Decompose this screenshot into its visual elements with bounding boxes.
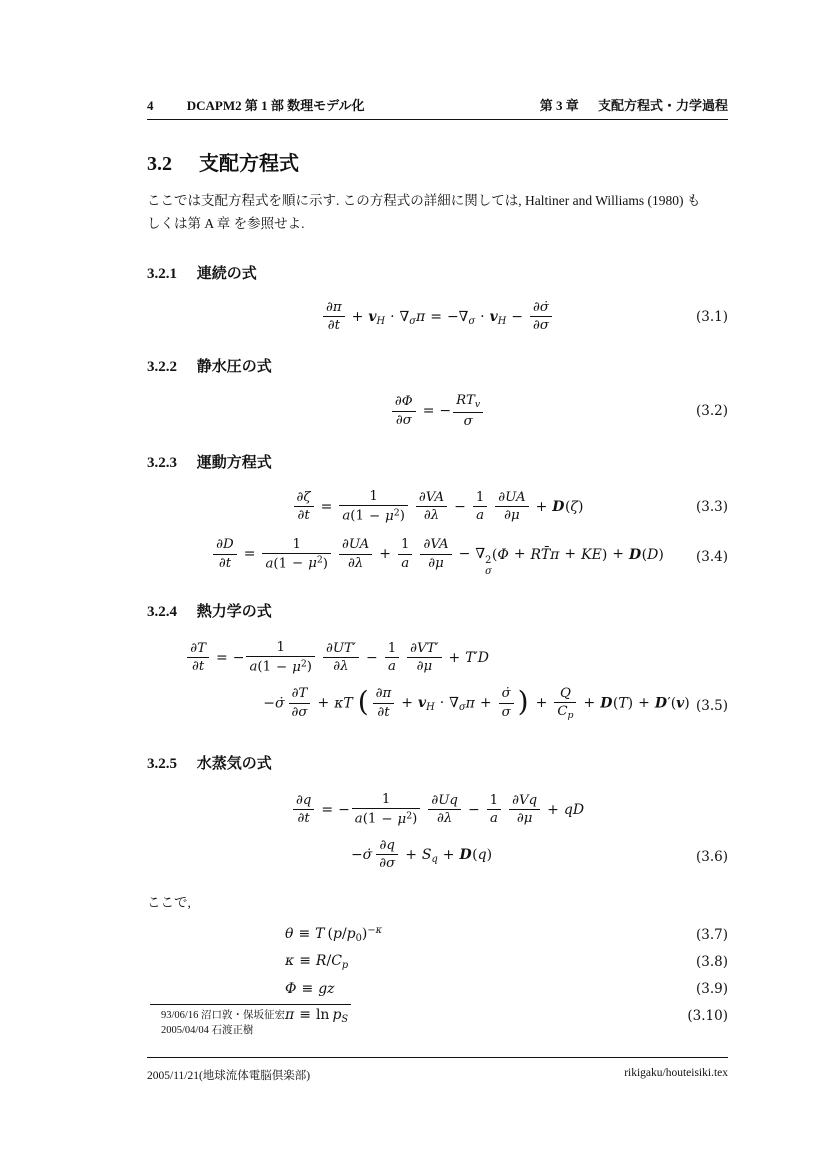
header-right xyxy=(540,95,728,114)
equation-body: $\kappa \equiv R/C_p$ xyxy=(285,952,349,971)
page-footer xyxy=(147,1057,728,1083)
definition-theta xyxy=(147,921,728,948)
subsection-heading-hydrostatic xyxy=(147,355,728,376)
equation-number: (3.7) xyxy=(695,926,728,943)
footnote-line: 2005/04/04 石渡正樹 xyxy=(161,1024,254,1036)
subsection-title: 水蒸気の式 xyxy=(196,755,272,773)
intro-line-1: ここでは支配方程式を順に示す. この方程式の詳細に関しては, Haltiner and Williams (1980) も xyxy=(147,193,701,208)
subsection-heading-water-vapor xyxy=(147,752,728,773)
header-chapter-title: 支配方程式・力学過程 xyxy=(597,98,728,113)
equation-number: (3.10) xyxy=(687,1007,728,1024)
page-number: 4 xyxy=(147,98,154,113)
equation-hydrostatic xyxy=(147,388,728,434)
equation-body: $\frac{\partial\Phi}{\partial\sigma}$ = − $\frac{RT_v}{\sigma}$ xyxy=(390,388,485,434)
equation-body: $\pi \equiv \ln p_S$ xyxy=(285,1006,349,1025)
subsection-heading-motion xyxy=(147,451,728,472)
equation-number: (3.2) xyxy=(695,403,728,420)
definition-kappa xyxy=(147,948,728,975)
subsection-title: 静水圧の式 xyxy=(196,358,272,376)
footnote-line: 93/06/16 沼口敦・保坂征宏 xyxy=(161,1010,285,1021)
page-header xyxy=(147,95,728,120)
footer-date: 2005/11/21(地球流体電脳倶楽部) xyxy=(147,1070,311,1082)
equation-number: (3.9) xyxy=(695,980,728,997)
section-number: 3.2 xyxy=(147,153,172,175)
equation-vorticity xyxy=(147,484,728,530)
subsection-number: 3.2.5 xyxy=(147,756,177,773)
definition-phi xyxy=(147,975,728,1002)
section-heading xyxy=(147,147,728,176)
subsection-heading-continuity xyxy=(147,262,728,283)
equation-body: $\frac{\partial D}{\partial t}$ = $\frac{1}{a(1 - \mu^2)}$ $\frac{\partial UA}{\partial\lambda}$ + $\frac{1}{a}$ $\frac{\partial VA}{\partial\mu}$ − ∇ 2 σ (Φ + RT̄π + KE) + D(D) xyxy=(211,532,664,582)
footnote-rule xyxy=(150,1004,351,1005)
equation-number: (3.4) xyxy=(695,548,728,565)
header-part-title: DCAPM2 第 1 部 数理モデル化 xyxy=(186,98,365,113)
equation-body: θ ≡ T $(p/p_0)^{-\kappa}$ xyxy=(285,925,382,945)
equation-body: $\frac{\partial\pi}{\partial t}$ + $v_H \cdot \nabla_\sigma\pi = -\nabla_\sigma \cdot v_H$ − $\frac{\partial\sigmȧ}{\partial\sigma}$ xyxy=(321,295,554,339)
equation-divergence xyxy=(147,532,728,582)
equation-number: (3.5) xyxy=(695,698,728,715)
equation-continuity xyxy=(147,295,728,339)
subsection-number: 3.2.1 xyxy=(147,266,177,282)
header-chapter-number: 第 3 章 xyxy=(539,98,579,113)
header-left xyxy=(147,95,364,114)
intro-paragraph xyxy=(147,189,728,235)
intro-line-2: しくは第 A 章 を参照せよ. xyxy=(147,216,305,231)
equation-water-vapor xyxy=(147,787,728,877)
equation-number: (3.1) xyxy=(695,309,728,326)
definitions-label: ここで, xyxy=(147,895,191,911)
equation-body: $\frac{\partial T}{\partial t}$ = − $\frac{1}{a(1 - \mu^2)}$ $\frac{\partial UT'}{\partial\lambda}$ − $\frac{1}{a}$ $\frac{\partial VT'}{\partial\mu}$ + T′D −σ̇ $\frac{\partial T}{\partial\sigma}$ + κT ( $\frac{\partial\pi}{\partial t}$ + $v_H \cdot \nabla_\sigma\pi$ + $\frac{\sigmȧ}{\sigma}$ ) + $\frac{Q}{C_p}$ + D(T) + D′(v) xyxy=(185,635,690,726)
subsection-number: 3.2.4 xyxy=(147,603,177,620)
equation-body: $\frac{\partial\zeta}{\partial t}$ = $\frac{1}{a(1 - \mu^2)}$ $\frac{\partial VA}{\partial\lambda}$ − $\frac{1}{a}$ $\frac{\partial UA}{\partial\mu}$ + D(ζ) xyxy=(292,484,584,530)
equation-body: $\frac{\partial q}{\partial t}$ = − $\frac{1}{a(1 - \mu^2)}$ $\frac{\partial Uq}{\partial\lambda}$ − $\frac{1}{a}$ $\frac{\partial Vq}{\partial\mu}$ + qD −σ̇ $\frac{\partial q}{\partial\sigma}$ + $S_q + D(q)$ xyxy=(291,787,584,877)
equation-thermodynamics xyxy=(147,635,728,726)
footnotes-block xyxy=(150,1004,351,1038)
subsection-number: 3.2.3 xyxy=(147,454,177,471)
equation-number: (3.3) xyxy=(695,498,728,515)
footer-filename: rikigaku/houteisiki.tex xyxy=(624,1067,728,1079)
subsection-title: 運動方程式 xyxy=(196,453,272,471)
equation-number: (3.8) xyxy=(695,953,728,970)
section-title: 支配方程式 xyxy=(199,153,299,175)
equation-number: (3.6) xyxy=(695,849,728,866)
equation-body: Φ ≡ gz xyxy=(285,980,335,997)
subsection-number: 3.2.2 xyxy=(147,359,177,376)
subsection-heading-thermodynamics xyxy=(147,600,728,621)
subsection-title: 熱力学の式 xyxy=(196,602,272,620)
subsection-title: 連続の式 xyxy=(196,265,257,282)
